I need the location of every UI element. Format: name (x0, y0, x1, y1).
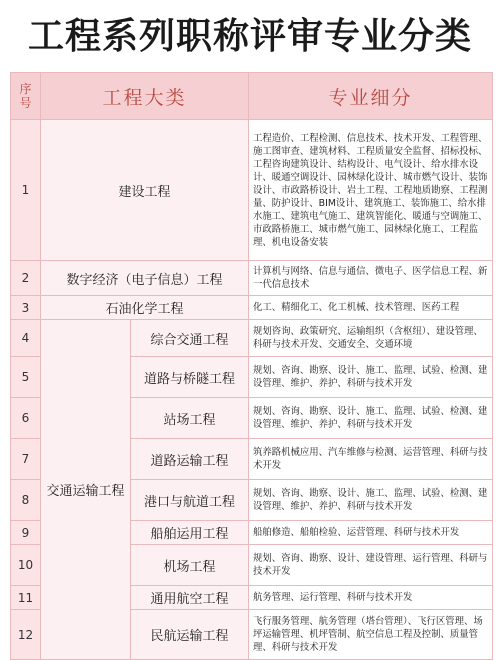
row-category: 石油化学工程 (41, 296, 249, 320)
table-row (11, 261, 493, 296)
header-index-line1: 序 (19, 82, 32, 96)
table-row (11, 320, 493, 357)
row-subcategory: 道路与桥隧工程 (131, 357, 249, 398)
header-index-line2: 号 (19, 96, 32, 110)
row-number: 8 (11, 480, 41, 521)
row-detail: 计算机与网络、信息与通信、微电子、医学信息工程、新一代信息技术 (249, 261, 493, 296)
row-number: 12 (11, 610, 41, 660)
table-header-row (11, 73, 493, 120)
header-major: 工程大类 (41, 73, 249, 120)
row-number: 11 (11, 586, 41, 610)
row-detail: 船舶修造、船舶检验、运营管理、科研与技术开发 (249, 521, 493, 545)
row-detail: 规划、咨询、勘察、设计、施工、监理、试验、检测、建设管理、维护、养护、科研与技术开发 (249, 357, 493, 398)
row-subcategory: 机场工程 (131, 545, 249, 586)
row-detail: 规划、咨询、勘察、设计、建设管理、运行管理、科研与技术开发 (249, 545, 493, 586)
row-subcategory: 通用航空工程 (131, 586, 249, 610)
row-number: 9 (11, 521, 41, 545)
row-detail: 飞行服务管理、航务管理（塔台管理）、飞行区管理、场坪运输管理、机坪管制、航空信息工程及控制、质量管理、科研与技术开发 (249, 610, 493, 660)
table-row (11, 296, 493, 320)
classification-table (10, 72, 493, 660)
row-number: 1 (11, 120, 41, 261)
row-number: 4 (11, 320, 41, 357)
row-number: 7 (11, 439, 41, 480)
row-number: 10 (11, 545, 41, 586)
row-detail: 化工、精细化工、化工机械、技术管理、医药工程 (249, 296, 493, 320)
row-subcategory: 船舶运用工程 (131, 521, 249, 545)
page-title: 工程系列职称评审专业分类 (27, 15, 472, 57)
row-category: 数字经济（电子信息）工程 (41, 261, 249, 296)
row-subcategory: 站场工程 (131, 398, 249, 439)
row-detail: 筑养路机械应用、汽车维修与检测、运营管理、科研与技术开发 (249, 439, 493, 480)
row-detail: 工程造价、工程检测、信息技术、技术开发、工程管理、施工图审查、建筑材料、工程质量安全监督、招标投标、工程咨询建筑设计、结构设计、电气设计、给水排水设计、暖通空调设计、园林绿化设计、城市燃气设计、装饰设计、市政路桥设计、岩土工程、工程地质勘察、工程测量、防护设计、BIM设计、建筑施工、装饰施工、给水排水施工、建筑电气施工、建筑智能化、暖通与空调施工、市政路桥施工、城市燃气施工、园林绿化施工、工程监理、机电设备安装 (249, 120, 493, 261)
row-category-transport: 交通运输工程 (41, 320, 131, 660)
row-detail: 规划、咨询、勘察、设计、施工、监理、试验、检测、建设管理、维护、养护、科研与技术开发 (249, 398, 493, 439)
row-detail: 规划咨询、政策研究、运输组织（含枢纽）、建设管理、科研与技术开发、交通安全、交通环境 (249, 320, 493, 357)
header-minor: 专业细分 (249, 73, 493, 120)
row-number: 2 (11, 261, 41, 296)
row-number: 5 (11, 357, 41, 398)
row-subcategory: 综合交通工程 (131, 320, 249, 357)
header-index (11, 73, 41, 120)
row-detail: 规划、咨询、勘察、设计、施工、监理、试验、检测、建设管理、维护、养护、科研与技术开发 (249, 480, 493, 521)
row-category: 建设工程 (41, 120, 249, 261)
row-subcategory: 道路运输工程 (131, 439, 249, 480)
table-row (11, 120, 493, 261)
row-detail: 航务管理、运行管理、科研与技术开发 (249, 586, 493, 610)
row-number: 6 (11, 398, 41, 439)
row-subcategory: 民航运输工程 (131, 610, 249, 660)
row-number: 3 (11, 296, 41, 320)
row-subcategory: 港口与航道工程 (131, 480, 249, 521)
